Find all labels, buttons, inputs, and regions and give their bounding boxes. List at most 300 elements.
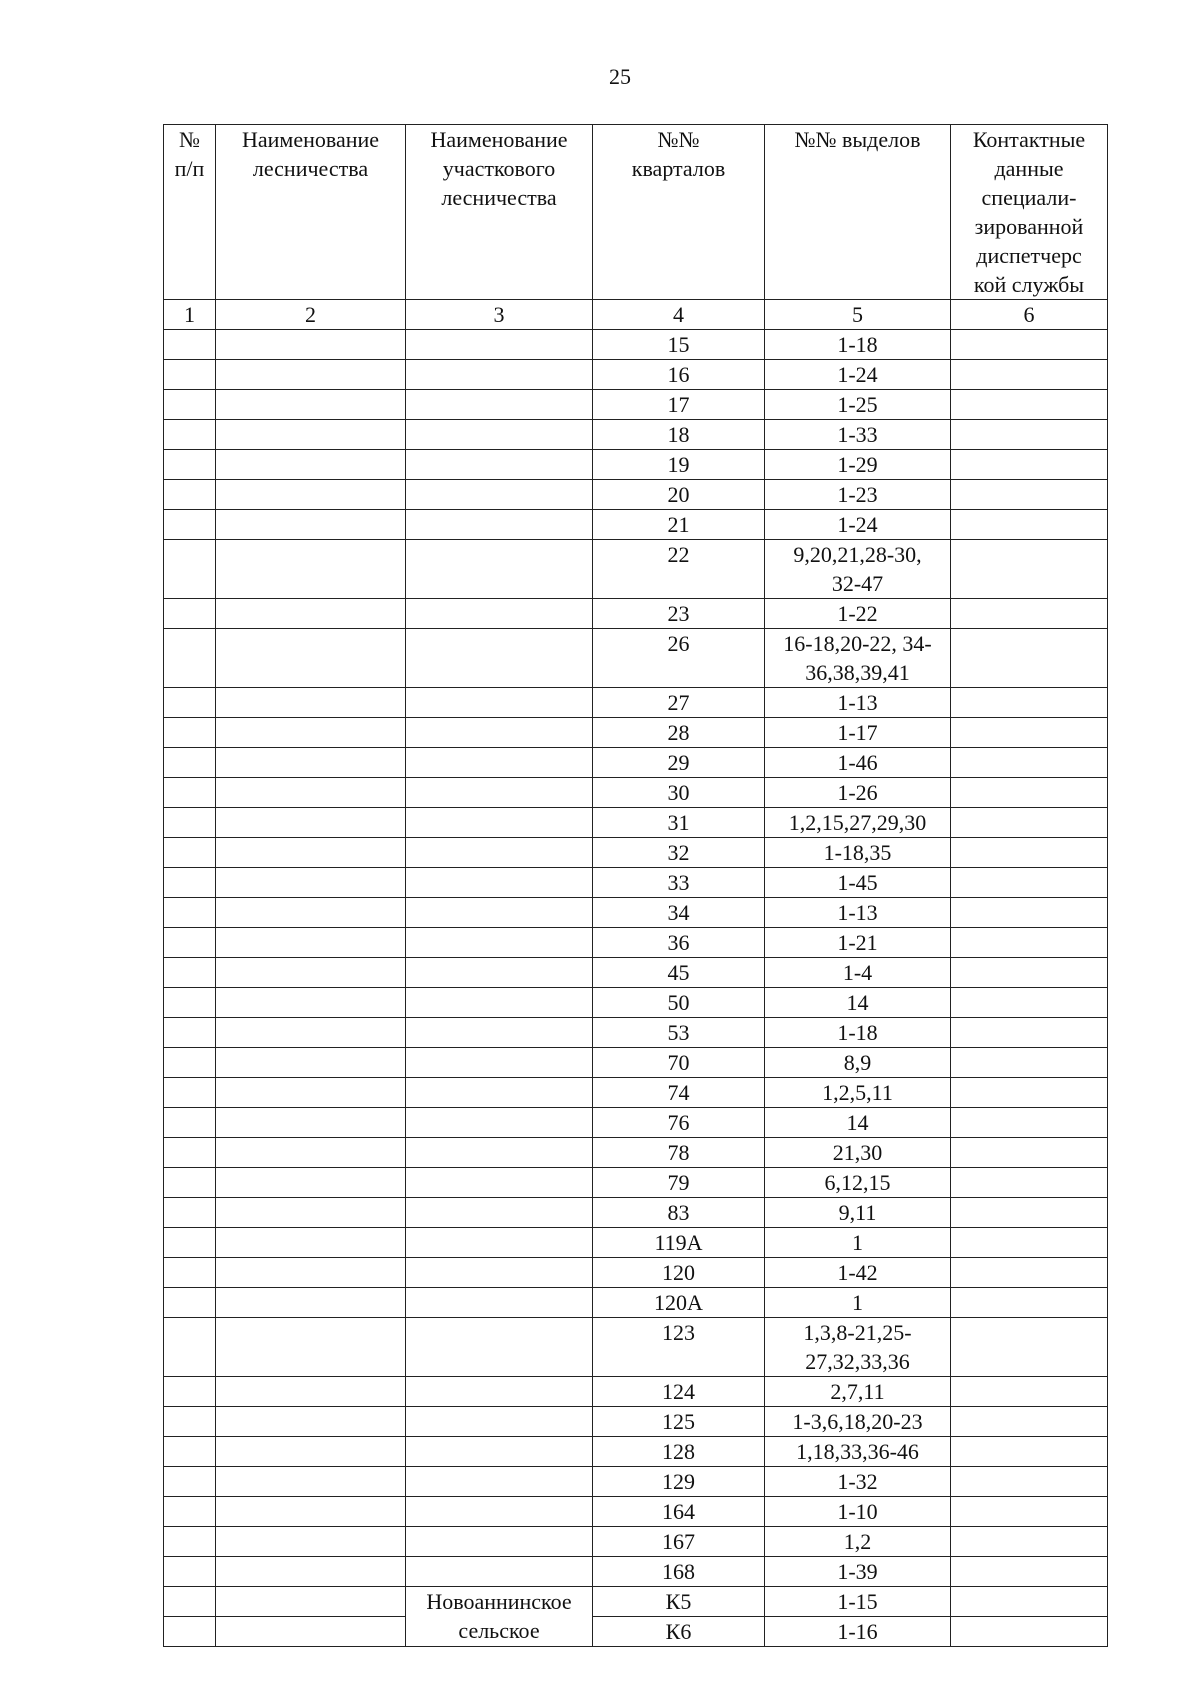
cell-district-forestry [406,868,593,898]
cell-forestry [216,450,406,480]
table-row [164,898,1108,928]
cell-district-forestry [406,1108,593,1138]
cell-forestry [216,778,406,808]
cell-quarter: К6 [593,1617,765,1647]
cell-quarter: 29 [593,748,765,778]
column-number: 5 [765,300,951,330]
cell-contacts [951,390,1108,420]
cell-forestry [216,838,406,868]
table-row [164,1108,1108,1138]
cell-quarter: 19 [593,450,765,480]
cell-allotments: 1-17 [765,718,951,748]
cell-allotments: 1,2,15,27,29,30 [765,808,951,838]
cell-quarter: 78 [593,1138,765,1168]
cell-quarter: 119А [593,1228,765,1258]
table-row [164,450,1108,480]
cell-quarter: 22 [593,540,765,599]
cell-quarter: 31 [593,808,765,838]
cell-forestry [216,1018,406,1048]
column-number: 1 [164,300,216,330]
cell-allotments: 1,3,8-21,25- 27,32,33,36 [765,1318,951,1377]
cell-quarter: 70 [593,1048,765,1078]
cell-district-forestry [406,629,593,688]
table-row [164,1587,1108,1617]
cell-quarter: 50 [593,988,765,1018]
cell-quarter: 124 [593,1377,765,1407]
cell-number [164,898,216,928]
cell-number [164,390,216,420]
cell-district-forestry [406,988,593,1018]
table-row [164,360,1108,390]
cell-forestry [216,718,406,748]
cell-number [164,599,216,629]
cell-number [164,1168,216,1198]
cell-forestry [216,1497,406,1527]
cell-quarter: 128 [593,1437,765,1467]
cell-district-forestry [406,510,593,540]
cell-allotments: 1-46 [765,748,951,778]
cell-forestry [216,1377,406,1407]
cell-forestry [216,1467,406,1497]
cell-number [164,1377,216,1407]
cell-quarter: 167 [593,1527,765,1557]
cell-district-forestry [406,1377,593,1407]
cell-forestry [216,1437,406,1467]
cell-forestry [216,1527,406,1557]
cell-number [164,1318,216,1377]
table-row [164,420,1108,450]
cell-allotments: 1-4 [765,958,951,988]
table-header-row [164,125,1108,300]
cell-number [164,958,216,988]
cell-district-forestry [406,1018,593,1048]
header-contacts: Контактные данные специали- зированной диспетчерс кой службы [951,125,1108,300]
cell-forestry [216,1617,406,1647]
forest-quarters-table [163,124,1108,1647]
cell-forestry [216,360,406,390]
cell-forestry [216,1557,406,1587]
table-row [164,688,1108,718]
cell-forestry [216,1138,406,1168]
cell-forestry [216,748,406,778]
cell-contacts [951,1407,1108,1437]
cell-district-forestry [406,1198,593,1228]
cell-forestry [216,988,406,1018]
cell-forestry [216,868,406,898]
cell-number [164,1288,216,1318]
cell-contacts [951,450,1108,480]
cell-quarter: 168 [593,1557,765,1587]
cell-number [164,1617,216,1647]
cell-quarter: 83 [593,1198,765,1228]
cell-contacts [951,1288,1108,1318]
cell-contacts [951,1467,1108,1497]
cell-district-forestry [406,599,593,629]
cell-contacts [951,838,1108,868]
table-row [164,1617,1108,1647]
cell-contacts [951,1437,1108,1467]
cell-allotments: 8,9 [765,1048,951,1078]
cell-forestry [216,1318,406,1377]
table-row [164,1527,1108,1557]
table-row [164,868,1108,898]
cell-forestry [216,688,406,718]
cell-quarter: 125 [593,1407,765,1437]
table-row [164,988,1108,1018]
cell-allotments: 1,18,33,36-46 [765,1437,951,1467]
table-row [164,958,1108,988]
table-row [164,510,1108,540]
cell-allotments: 1-21 [765,928,951,958]
table-row [164,1078,1108,1108]
cell-forestry [216,1198,406,1228]
cell-contacts [951,599,1108,629]
cell-quarter: 32 [593,838,765,868]
cell-number [164,1527,216,1557]
cell-number [164,1048,216,1078]
cell-quarter: 27 [593,688,765,718]
cell-allotments: 1-25 [765,390,951,420]
cell-number [164,540,216,599]
table-row [164,540,1108,599]
cell-forestry [216,1407,406,1437]
cell-quarter: 18 [593,420,765,450]
cell-allotments: 9,20,21,28-30, 32-47 [765,540,951,599]
cell-allotments: 1-24 [765,510,951,540]
column-number: 2 [216,300,406,330]
table-row [164,928,1108,958]
cell-number [164,748,216,778]
cell-forestry [216,510,406,540]
cell-district-forestry [406,808,593,838]
table-row [164,1048,1108,1078]
cell-quarter: 120А [593,1288,765,1318]
cell-quarter: 34 [593,898,765,928]
cell-forestry [216,390,406,420]
cell-number [164,1587,216,1617]
table-body [164,330,1108,1647]
cell-number [164,629,216,688]
table-row [164,1258,1108,1288]
cell-number [164,480,216,510]
cell-number [164,808,216,838]
cell-district-forestry [406,1078,593,1108]
cell-district-forestry [406,1557,593,1587]
cell-contacts [951,688,1108,718]
cell-allotments: 1-15 [765,1587,951,1617]
cell-forestry [216,420,406,450]
cell-district-forestry [406,1168,593,1198]
cell-forestry [216,1228,406,1258]
cell-contacts [951,958,1108,988]
cell-allotments: 1-24 [765,360,951,390]
cell-district-forestry [406,360,593,390]
cell-contacts [951,1228,1108,1258]
cell-contacts [951,1048,1108,1078]
cell-contacts [951,1557,1108,1587]
cell-contacts [951,420,1108,450]
cell-contacts [951,1617,1108,1647]
cell-district-forestry [406,898,593,928]
cell-contacts [951,1377,1108,1407]
cell-allotments: 1 [765,1228,951,1258]
cell-forestry [216,1048,406,1078]
cell-contacts [951,480,1108,510]
cell-allotments: 14 [765,1108,951,1138]
cell-contacts [951,808,1108,838]
cell-number [164,510,216,540]
cell-number [164,778,216,808]
cell-district-forestry: Новоаннинское сельское [406,1587,593,1647]
cell-allotments: 1-13 [765,898,951,928]
cell-allotments: 1-23 [765,480,951,510]
cell-quarter: 21 [593,510,765,540]
cell-allotments: 1-22 [765,599,951,629]
cell-allotments: 1-18 [765,330,951,360]
cell-allotments: 1-10 [765,1497,951,1527]
cell-number [164,988,216,1018]
cell-district-forestry [406,778,593,808]
cell-district-forestry [406,1407,593,1437]
cell-district-forestry [406,1437,593,1467]
cell-allotments: 6,12,15 [765,1168,951,1198]
cell-number [164,1138,216,1168]
table-row [164,330,1108,360]
cell-number [164,1497,216,1527]
cell-number [164,1108,216,1138]
cell-district-forestry [406,748,593,778]
header-quarters: №№ кварталов [593,125,765,300]
cell-number [164,1407,216,1437]
table-row [164,838,1108,868]
cell-contacts [951,928,1108,958]
cell-allotments: 1,2 [765,1527,951,1557]
cell-allotments: 1-39 [765,1557,951,1587]
cell-number [164,1437,216,1467]
table-row [164,1377,1108,1407]
cell-number [164,420,216,450]
cell-quarter: 30 [593,778,765,808]
cell-quarter: 76 [593,1108,765,1138]
cell-contacts [951,1318,1108,1377]
cell-district-forestry [406,718,593,748]
cell-contacts [951,868,1108,898]
cell-quarter: 129 [593,1467,765,1497]
cell-number [164,1228,216,1258]
table-row [164,1407,1108,1437]
table-row [164,1497,1108,1527]
cell-district-forestry [406,688,593,718]
cell-contacts [951,778,1108,808]
cell-forestry [216,1258,406,1288]
cell-contacts [951,1258,1108,1288]
table-row [164,1318,1108,1377]
cell-allotments: 1-33 [765,420,951,450]
cell-number [164,450,216,480]
cell-contacts [951,1168,1108,1198]
cell-district-forestry [406,1258,593,1288]
table-row [164,718,1108,748]
cell-contacts [951,360,1108,390]
cell-number [164,688,216,718]
cell-number [164,1467,216,1497]
cell-allotments: 1-26 [765,778,951,808]
cell-forestry [216,1108,406,1138]
cell-quarter: 74 [593,1078,765,1108]
table-row [164,748,1108,778]
cell-allotments: 1 [765,1288,951,1318]
cell-allotments: 1-45 [765,868,951,898]
cell-number [164,1078,216,1108]
cell-number [164,1258,216,1288]
cell-quarter: 53 [593,1018,765,1048]
cell-quarter: 123 [593,1318,765,1377]
table-row [164,1168,1108,1198]
cell-contacts [951,1527,1108,1557]
cell-quarter: К5 [593,1587,765,1617]
cell-number [164,868,216,898]
cell-contacts [951,1078,1108,1108]
cell-district-forestry [406,958,593,988]
cell-number [164,330,216,360]
cell-district-forestry [406,390,593,420]
cell-quarter: 26 [593,629,765,688]
cell-forestry [216,898,406,928]
table-row [164,778,1108,808]
table-row [164,1437,1108,1467]
cell-contacts [951,898,1108,928]
cell-allotments: 1-18 [765,1018,951,1048]
cell-forestry [216,958,406,988]
header-district-forestry-name: Наименование участкового лесничества [406,125,593,300]
cell-contacts [951,1108,1108,1138]
cell-quarter: 20 [593,480,765,510]
cell-forestry [216,928,406,958]
header-forestry-name: Наименование лесничества [216,125,406,300]
cell-contacts [951,1497,1108,1527]
cell-contacts [951,988,1108,1018]
cell-forestry [216,330,406,360]
table-row [164,1557,1108,1587]
cell-allotments: 1-18,35 [765,838,951,868]
cell-number [164,838,216,868]
cell-allotments: 16-18,20-22, 34- 36,38,39,41 [765,629,951,688]
cell-district-forestry [406,1467,593,1497]
cell-number [164,1557,216,1587]
table-row [164,1018,1108,1048]
table-row [164,1138,1108,1168]
table-row [164,629,1108,688]
column-number: 3 [406,300,593,330]
table-row [164,480,1108,510]
cell-allotments: 1-42 [765,1258,951,1288]
cell-forestry [216,1078,406,1108]
table-row [164,1467,1108,1497]
cell-forestry [216,1587,406,1617]
table-row [164,599,1108,629]
cell-contacts [951,1587,1108,1617]
cell-contacts [951,510,1108,540]
cell-allotments: 2,7,11 [765,1377,951,1407]
cell-forestry [216,1288,406,1318]
cell-quarter: 23 [593,599,765,629]
header-number: № п/п [164,125,216,300]
cell-contacts [951,1138,1108,1168]
cell-forestry [216,629,406,688]
cell-quarter: 33 [593,868,765,898]
cell-number [164,1198,216,1228]
table-row [164,390,1108,420]
header-allotments: №№ выделов [765,125,951,300]
cell-district-forestry [406,540,593,599]
cell-district-forestry [406,480,593,510]
cell-allotments: 1-13 [765,688,951,718]
cell-allotments: 1-16 [765,1617,951,1647]
cell-forestry [216,808,406,838]
cell-contacts [951,540,1108,599]
cell-allotments: 1-3,6,18,20-23 [765,1407,951,1437]
cell-district-forestry [406,1497,593,1527]
cell-forestry [216,480,406,510]
cell-district-forestry [406,1138,593,1168]
column-number: 4 [593,300,765,330]
cell-forestry [216,1168,406,1198]
page-number: 25 [609,64,631,89]
cell-allotments: 1,2,5,11 [765,1078,951,1108]
cell-contacts [951,629,1108,688]
cell-quarter: 16 [593,360,765,390]
cell-district-forestry [406,928,593,958]
cell-contacts [951,718,1108,748]
cell-number [164,1018,216,1048]
cell-district-forestry [406,1318,593,1377]
cell-allotments: 21,30 [765,1138,951,1168]
table-row [164,1198,1108,1228]
cell-district-forestry [406,1527,593,1557]
cell-quarter: 164 [593,1497,765,1527]
cell-contacts [951,1198,1108,1228]
table-row [164,1228,1108,1258]
cell-quarter: 45 [593,958,765,988]
cell-quarter: 36 [593,928,765,958]
cell-allotments: 1-32 [765,1467,951,1497]
cell-quarter: 15 [593,330,765,360]
cell-quarter: 120 [593,1258,765,1288]
table-row [164,808,1108,838]
cell-quarter: 28 [593,718,765,748]
cell-district-forestry [406,1288,593,1318]
cell-contacts [951,330,1108,360]
cell-number [164,928,216,958]
cell-forestry [216,599,406,629]
table-row [164,1288,1108,1318]
column-number: 6 [951,300,1108,330]
cell-district-forestry [406,1228,593,1258]
cell-district-forestry [406,330,593,360]
cell-allotments: 1-29 [765,450,951,480]
cell-district-forestry [406,838,593,868]
cell-quarter: 17 [593,390,765,420]
cell-district-forestry [406,450,593,480]
cell-quarter: 79 [593,1168,765,1198]
column-number-row [164,300,1108,330]
cell-district-forestry [406,420,593,450]
cell-allotments: 9,11 [765,1198,951,1228]
cell-allotments: 14 [765,988,951,1018]
cell-number [164,718,216,748]
cell-forestry [216,540,406,599]
cell-number [164,360,216,390]
